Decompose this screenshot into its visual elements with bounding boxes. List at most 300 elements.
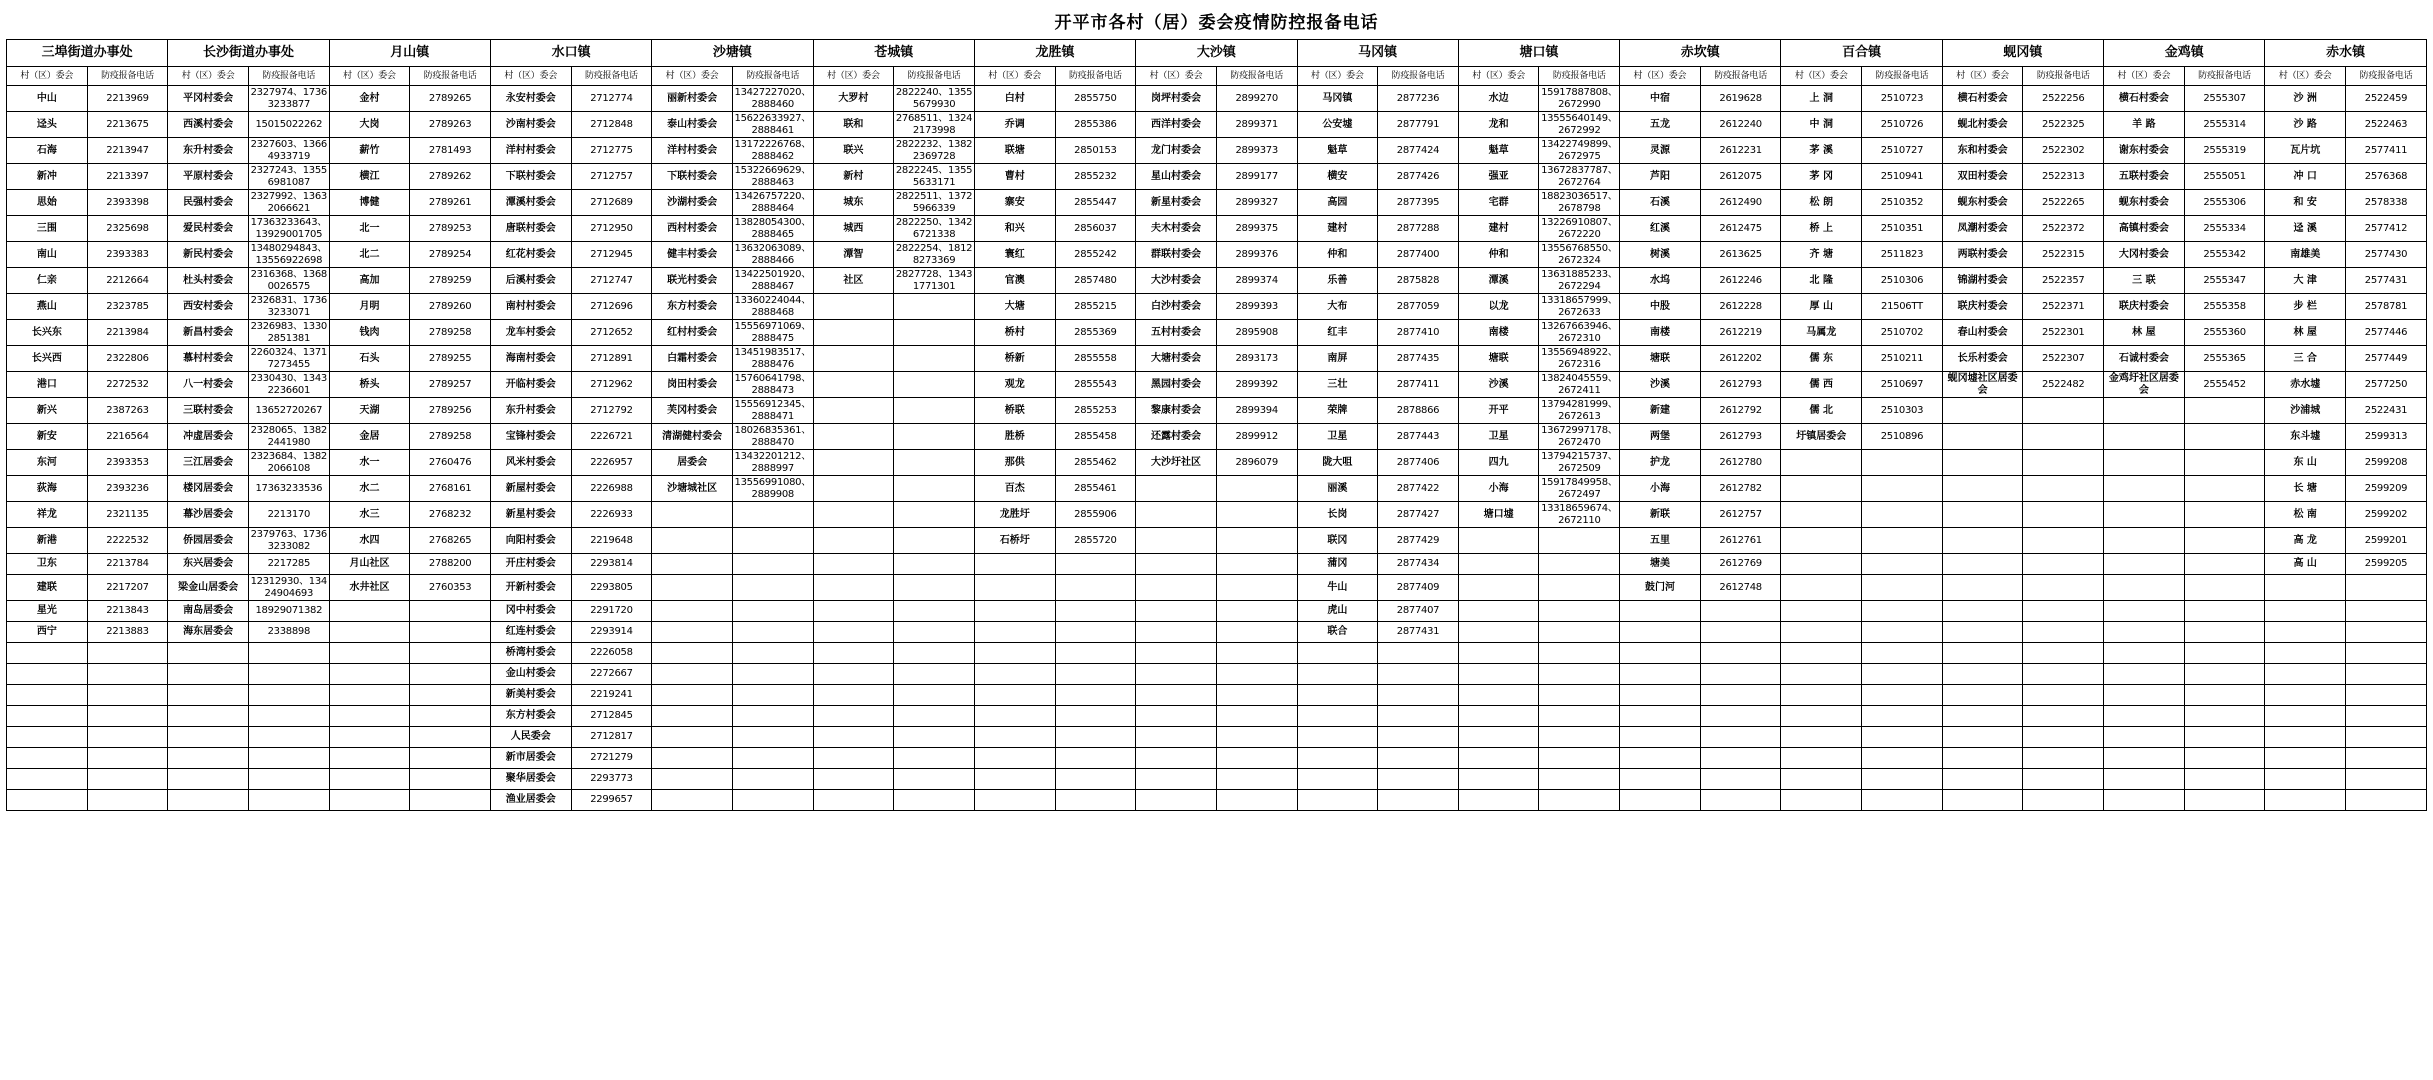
empty-cell <box>974 622 1055 643</box>
town-header-11: 百合镇 <box>1781 40 1942 67</box>
empty-cell <box>1216 727 1297 748</box>
village-phone: 2577446 <box>2346 320 2427 346</box>
empty-cell <box>1378 748 1459 769</box>
empty-cell <box>1620 601 1701 622</box>
empty-cell <box>652 575 733 601</box>
empty-cell <box>894 790 975 811</box>
empty-cell <box>1620 790 1701 811</box>
col-header-name-9: 村（区）委会 <box>1458 67 1539 86</box>
village-name: 横石村委会 <box>2104 86 2185 112</box>
empty-cell <box>1942 398 2023 424</box>
village-phone: 13556768550、2672324 <box>1539 242 1620 268</box>
village-name: 荣牌 <box>1297 398 1378 424</box>
empty-cell <box>1055 575 1136 601</box>
empty-cell <box>2023 664 2104 685</box>
village-name: 金鸡圩社区居委会 <box>2104 372 2185 398</box>
village-name: 平冈村委会 <box>168 86 249 112</box>
page-title: 开平市各村（居）委会疫情防控报备电话 <box>1054 13 1379 33</box>
empty-cell <box>1055 706 1136 727</box>
village-phone: 2721279 <box>571 748 652 769</box>
village-name: 白霜村委会 <box>652 346 733 372</box>
empty-cell <box>2184 476 2265 502</box>
village-phone: 2555360 <box>2184 320 2265 346</box>
village-name: 迳头 <box>7 112 88 138</box>
empty-cell <box>410 601 491 622</box>
village-name: 潭溪村委会 <box>490 190 571 216</box>
village-phone: 2877406 <box>1378 450 1459 476</box>
village-phone: 2612228 <box>1700 294 1781 320</box>
village-phone: 2877424 <box>1378 138 1459 164</box>
empty-cell <box>1216 748 1297 769</box>
village-phone: 2522357 <box>2023 268 2104 294</box>
village-phone: 2895908 <box>1216 320 1297 346</box>
col-header-tel-1: 防疫报备电话 <box>248 67 329 86</box>
village-name: 石桥圩 <box>974 528 1055 554</box>
empty-cell <box>894 643 975 664</box>
village-name: 桥联 <box>974 398 1055 424</box>
village-name: 新安 <box>7 424 88 450</box>
village-name: 中山 <box>7 86 88 112</box>
village-name: 人民委会 <box>490 727 571 748</box>
empty-cell <box>974 727 1055 748</box>
village-name: 龙门村委会 <box>1136 138 1217 164</box>
village-name: 大冈村委会 <box>2104 242 2185 268</box>
village-phone: 2379763、17363233082 <box>248 528 329 554</box>
village-name: 三围 <box>7 216 88 242</box>
village-name: 以龙 <box>1458 294 1539 320</box>
empty-cell <box>1942 450 2023 476</box>
empty-cell <box>1942 685 2023 706</box>
village-phone: 2789265 <box>410 86 491 112</box>
village-name: 丽新村委会 <box>652 86 733 112</box>
empty-cell <box>652 643 733 664</box>
empty-cell <box>974 790 1055 811</box>
village-phone: 2599208 <box>2346 450 2427 476</box>
empty-cell <box>2104 769 2185 790</box>
empty-cell <box>1862 748 1943 769</box>
empty-cell <box>1781 575 1862 601</box>
empty-cell <box>732 685 813 706</box>
village-phone: 13318657999、2672633 <box>1539 294 1620 320</box>
village-name: 西村村委会 <box>652 216 733 242</box>
village-name: 金村 <box>329 86 410 112</box>
empty-cell <box>2184 554 2265 575</box>
empty-cell <box>2023 476 2104 502</box>
table-row <box>7 748 2427 769</box>
village-name: 百杰 <box>974 476 1055 502</box>
col-header-name-1: 村（区）委会 <box>168 67 249 86</box>
empty-cell <box>7 748 88 769</box>
empty-cell <box>2346 664 2427 685</box>
empty-cell <box>2265 685 2346 706</box>
village-name: 博健 <box>329 190 410 216</box>
village-name: 祥龙 <box>7 502 88 528</box>
village-phone: 13794215737、2672509 <box>1539 450 1620 476</box>
village-phone: 2599209 <box>2346 476 2427 502</box>
col-header-name-0: 村（区）委会 <box>7 67 88 86</box>
empty-cell <box>410 727 491 748</box>
village-name: 岗田村委会 <box>652 372 733 398</box>
empty-cell <box>87 706 168 727</box>
empty-cell <box>974 685 1055 706</box>
empty-cell <box>1539 643 1620 664</box>
empty-cell <box>2184 790 2265 811</box>
empty-cell <box>2104 424 2185 450</box>
empty-cell <box>813 769 894 790</box>
empty-cell <box>2023 601 2104 622</box>
village-name: 五龙 <box>1620 112 1701 138</box>
empty-cell <box>894 450 975 476</box>
village-name: 沙 洲 <box>2265 86 2346 112</box>
empty-cell <box>7 664 88 685</box>
empty-cell <box>813 398 894 424</box>
village-phone: 2855232 <box>1055 164 1136 190</box>
village-name: 新昌村委会 <box>168 320 249 346</box>
empty-cell <box>1942 790 2023 811</box>
village-phone: 2712962 <box>571 372 652 398</box>
village-name: 丽溪 <box>1297 476 1378 502</box>
village-name: 芦阳 <box>1620 164 1701 190</box>
village-phone: 2577412 <box>2346 216 2427 242</box>
col-header-tel-3: 防疫报备电话 <box>571 67 652 86</box>
village-name: 风米村委会 <box>490 450 571 476</box>
village-phone: 2213984 <box>87 320 168 346</box>
village-phone: 2822245、13555633171 <box>894 164 975 190</box>
empty-cell <box>813 727 894 748</box>
village-phone: 2555307 <box>2184 86 2265 112</box>
empty-cell <box>1297 769 1378 790</box>
village-name: 五里 <box>1620 528 1701 554</box>
village-name: 白村 <box>974 86 1055 112</box>
empty-cell <box>1620 706 1701 727</box>
village-phone: 2857480 <box>1055 268 1136 294</box>
village-phone: 2612475 <box>1700 216 1781 242</box>
village-phone: 13555640149、2672992 <box>1539 112 1620 138</box>
empty-cell <box>1378 790 1459 811</box>
empty-cell <box>1862 601 1943 622</box>
village-phone: 2326983、13302851381 <box>248 320 329 346</box>
table-row <box>7 216 2427 242</box>
village-phone: 2789262 <box>410 164 491 190</box>
empty-cell <box>248 790 329 811</box>
empty-cell <box>2104 502 2185 528</box>
village-phone: 2599313 <box>2346 424 2427 450</box>
empty-cell <box>1216 685 1297 706</box>
empty-cell <box>2104 476 2185 502</box>
empty-cell <box>894 476 975 502</box>
village-name: 天湖 <box>329 398 410 424</box>
village-phone: 2612757 <box>1700 502 1781 528</box>
village-phone: 2612240 <box>1700 112 1781 138</box>
village-phone: 2555306 <box>2184 190 2265 216</box>
col-header-name-5: 村（区）委会 <box>813 67 894 86</box>
village-name: 大塘 <box>974 294 1055 320</box>
village-name: 东升村委会 <box>168 138 249 164</box>
table-row <box>7 622 2427 643</box>
empty-cell <box>2104 685 2185 706</box>
village-phone: 12312930、13424904693 <box>248 575 329 601</box>
table-row <box>7 502 2427 528</box>
village-name: 桥 上 <box>1781 216 1862 242</box>
empty-cell <box>1136 706 1217 727</box>
col-header-tel-13: 防疫报备电话 <box>2184 67 2265 86</box>
village-phone: 2322806 <box>87 346 168 372</box>
village-name: 爱民村委会 <box>168 216 249 242</box>
village-name: 马属龙 <box>1781 320 1862 346</box>
village-phone: 2877409 <box>1378 575 1459 601</box>
village-phone: 2555051 <box>2184 164 2265 190</box>
table-row <box>7 769 2427 790</box>
col-header-tel-10: 防疫报备电话 <box>1700 67 1781 86</box>
empty-cell <box>1216 554 1297 575</box>
empty-cell <box>1539 685 1620 706</box>
village-phone: 2612792 <box>1700 398 1781 424</box>
village-phone: 15917887808、2672990 <box>1539 86 1620 112</box>
village-name: 树溪 <box>1620 242 1701 268</box>
village-name: 平原村委会 <box>168 164 249 190</box>
village-name: 桥村 <box>974 320 1055 346</box>
col-header-tel-2: 防疫报备电话 <box>410 67 491 86</box>
empty-cell <box>2104 727 2185 748</box>
village-name: 建村 <box>1297 216 1378 242</box>
village-phone: 2768511、13242173998 <box>894 112 975 138</box>
empty-cell <box>7 790 88 811</box>
table-row <box>7 138 2427 164</box>
village-name: 水二 <box>329 476 410 502</box>
village-name: 长兴西 <box>7 346 88 372</box>
village-name: 东 山 <box>2265 450 2346 476</box>
village-name: 马冈镇 <box>1297 86 1378 112</box>
village-phone: 2712845 <box>571 706 652 727</box>
village-phone: 2555314 <box>2184 112 2265 138</box>
village-name: 乐善 <box>1297 268 1378 294</box>
empty-cell <box>732 622 813 643</box>
village-name: 新屋村委会 <box>490 476 571 502</box>
empty-cell <box>813 502 894 528</box>
village-name: 沙溪 <box>1458 372 1539 398</box>
village-phone: 2712696 <box>571 294 652 320</box>
village-name: 塘联 <box>1458 346 1539 372</box>
village-name: 水边 <box>1458 86 1539 112</box>
village-phone: 2855369 <box>1055 320 1136 346</box>
empty-cell <box>248 727 329 748</box>
empty-cell <box>732 601 813 622</box>
village-phone: 2712775 <box>571 138 652 164</box>
village-name: 唐联村委会 <box>490 216 571 242</box>
village-phone: 2522313 <box>2023 164 2104 190</box>
village-phone: 2576368 <box>2346 164 2427 190</box>
village-name: 东方村委会 <box>652 294 733 320</box>
empty-cell <box>894 601 975 622</box>
village-phone: 17363233643、13929001705 <box>248 216 329 242</box>
empty-cell <box>2184 398 2265 424</box>
village-phone: 2877791 <box>1378 112 1459 138</box>
empty-cell <box>1216 601 1297 622</box>
village-name: 春山村委会 <box>1942 320 2023 346</box>
empty-cell <box>168 664 249 685</box>
empty-cell <box>1942 502 2023 528</box>
village-phone: 2578781 <box>2346 294 2427 320</box>
village-phone: 2327974、17363233877 <box>248 86 329 112</box>
empty-cell <box>87 664 168 685</box>
empty-cell <box>329 664 410 685</box>
empty-cell <box>1458 685 1539 706</box>
village-name: 和 安 <box>2265 190 2346 216</box>
village-phone: 2877422 <box>1378 476 1459 502</box>
village-name: 燕山 <box>7 294 88 320</box>
village-phone: 2712817 <box>571 727 652 748</box>
empty-cell <box>974 664 1055 685</box>
village-name: 松 朗 <box>1781 190 1862 216</box>
village-phone: 2226933 <box>571 502 652 528</box>
village-name: 蚬冈墟社区居委会 <box>1942 372 2023 398</box>
village-name: 鼓门河 <box>1620 575 1701 601</box>
village-phone: 2338898 <box>248 622 329 643</box>
village-name: 建联 <box>7 575 88 601</box>
town-header-row <box>7 40 2427 67</box>
village-name: 卫东 <box>7 554 88 575</box>
empty-cell <box>1781 706 1862 727</box>
village-phone: 2213969 <box>87 86 168 112</box>
village-name: 月山社区 <box>329 554 410 575</box>
village-name: 锦湖村委会 <box>1942 268 2023 294</box>
village-name: 长乐村委会 <box>1942 346 2023 372</box>
village-name: 两联村委会 <box>1942 242 2023 268</box>
village-phone: 2612782 <box>1700 476 1781 502</box>
village-phone: 2768265 <box>410 528 491 554</box>
village-phone: 13652720267 <box>248 398 329 424</box>
empty-cell <box>1055 790 1136 811</box>
village-phone: 2789258 <box>410 320 491 346</box>
village-name: 蒲冈 <box>1297 554 1378 575</box>
village-name: 仁亲 <box>7 268 88 294</box>
village-name: 观龙 <box>974 372 1055 398</box>
empty-cell <box>1136 727 1217 748</box>
empty-cell <box>2346 622 2427 643</box>
village-phone: 18823036517、2678798 <box>1539 190 1620 216</box>
empty-cell <box>2023 398 2104 424</box>
village-name: 红花村委会 <box>490 242 571 268</box>
village-name: 向阳村委会 <box>490 528 571 554</box>
empty-cell <box>410 790 491 811</box>
empty-cell <box>168 748 249 769</box>
village-phone: 2599201 <box>2346 528 2427 554</box>
table-row <box>7 372 2427 398</box>
village-phone: 2226058 <box>571 643 652 664</box>
empty-cell <box>168 706 249 727</box>
village-phone: 18929071382 <box>248 601 329 622</box>
village-name: 沙塘城社区 <box>652 476 733 502</box>
village-name: 塘联 <box>1620 346 1701 372</box>
empty-cell <box>2346 643 2427 664</box>
village-name: 南楼 <box>1458 320 1539 346</box>
village-phone: 2555452 <box>2184 372 2265 398</box>
village-name: 四九 <box>1458 450 1539 476</box>
empty-cell <box>813 643 894 664</box>
empty-cell <box>1055 769 1136 790</box>
empty-cell <box>894 398 975 424</box>
village-phone: 2522371 <box>2023 294 2104 320</box>
empty-cell <box>1700 748 1781 769</box>
empty-cell <box>652 769 733 790</box>
village-name: 联和 <box>813 112 894 138</box>
town-header-0: 三埠街道办事处 <box>7 40 168 67</box>
empty-cell <box>1781 727 1862 748</box>
col-header-name-4: 村（区）委会 <box>652 67 733 86</box>
empty-cell <box>1136 601 1217 622</box>
village-phone: 18026835361、2888470 <box>732 424 813 450</box>
village-name: 塘美 <box>1620 554 1701 575</box>
village-phone: 15556912345、2888471 <box>732 398 813 424</box>
table-row <box>7 242 2427 268</box>
empty-cell <box>2104 622 2185 643</box>
village-phone: 2555334 <box>2184 216 2265 242</box>
empty-cell <box>1862 643 1943 664</box>
empty-cell <box>1458 601 1539 622</box>
col-header-tel-6: 防疫报备电话 <box>1055 67 1136 86</box>
empty-cell <box>2184 601 2265 622</box>
village-name: 社区 <box>813 268 894 294</box>
empty-cell <box>2184 727 2265 748</box>
empty-cell <box>1136 528 1217 554</box>
village-name: 新美村委会 <box>490 685 571 706</box>
empty-cell <box>329 769 410 790</box>
village-name: 五村村委会 <box>1136 320 1217 346</box>
village-phone: 2612780 <box>1700 450 1781 476</box>
empty-cell <box>2023 685 2104 706</box>
village-phone: 13631885233、2672294 <box>1539 268 1620 294</box>
village-name: 东斗墟 <box>2265 424 2346 450</box>
empty-cell <box>1539 790 1620 811</box>
village-phone: 2855906 <box>1055 502 1136 528</box>
village-phone: 2323684、13822066108 <box>248 450 329 476</box>
column-header-row <box>7 67 2427 86</box>
empty-cell <box>974 769 1055 790</box>
empty-cell <box>2104 554 2185 575</box>
village-name: 大沙圩社区 <box>1136 450 1217 476</box>
village-phone: 2293805 <box>571 575 652 601</box>
empty-cell <box>1942 769 2023 790</box>
table-row <box>7 727 2427 748</box>
village-phone: 2899392 <box>1216 372 1297 398</box>
village-phone: 2712689 <box>571 190 652 216</box>
village-name: 海东居委会 <box>168 622 249 643</box>
empty-cell <box>2023 790 2104 811</box>
village-name: 卫星 <box>1297 424 1378 450</box>
village-phone: 2213397 <box>87 164 168 190</box>
village-name: 横江 <box>329 164 410 190</box>
town-header-13: 金鸡镇 <box>2104 40 2265 67</box>
village-name: 小海 <box>1620 476 1701 502</box>
village-name: 凤潮村委会 <box>1942 216 2023 242</box>
village-phone: 2522256 <box>2023 86 2104 112</box>
village-name: 蚬北村委会 <box>1942 112 2023 138</box>
village-phone: 2226988 <box>571 476 652 502</box>
village-name: 卫星 <box>1458 424 1539 450</box>
empty-cell <box>974 601 1055 622</box>
village-phone: 2330430、13432236601 <box>248 372 329 398</box>
village-name: 新冲 <box>7 164 88 190</box>
empty-cell <box>1136 769 1217 790</box>
town-header-2: 月山镇 <box>329 40 490 67</box>
village-phone: 13632063089、2888466 <box>732 242 813 268</box>
col-header-name-14: 村（区）委会 <box>2265 67 2346 86</box>
village-name: 长岗 <box>1297 502 1378 528</box>
empty-cell <box>1942 727 2023 748</box>
village-name: 中股 <box>1620 294 1701 320</box>
empty-cell <box>329 706 410 727</box>
village-name: 石溪 <box>1620 190 1701 216</box>
